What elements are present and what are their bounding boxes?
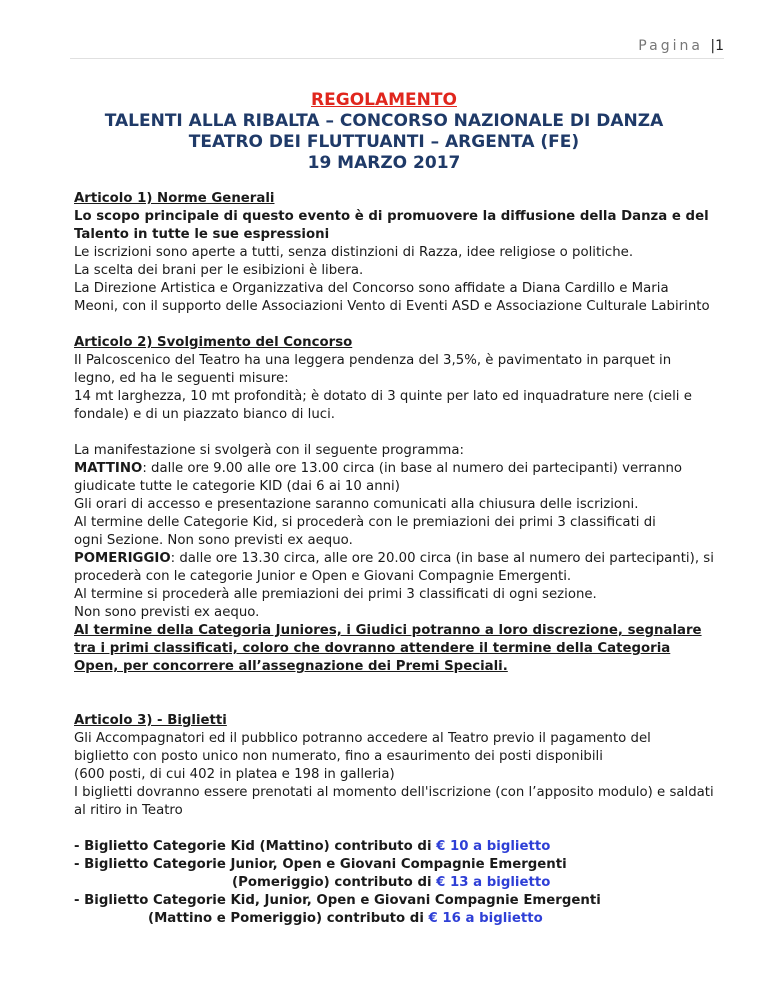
ticket-afternoon-text: - Biglietto Categorie Junior, Open e Giovani Compagnie Emergenti: [74, 857, 567, 872]
article-2-line: Al termine delle Categorie Kid, si procederà con le premiazioni dei primi 3 classificati di: [74, 515, 656, 530]
article-1-line: Talento in tutte le sue espressioni: [74, 227, 330, 242]
mattino-line: [74, 460, 734, 478]
article-3-line: I biglietti dovranno essere prenotati al momento dell'iscrizione (con l’apposito modulo) e saldati: [74, 785, 714, 800]
article-2-line: La manifestazione si svolgerà con il seguente programma:: [74, 443, 464, 458]
ticket-afternoon-text2: (Pomeriggio) contributo di: [232, 875, 437, 890]
pomeriggio-label: POMERIGGIO: [74, 551, 171, 566]
ticket-kid: [74, 838, 734, 856]
ticket-kid-price: € 10 a biglietto: [436, 839, 551, 854]
title-block: [0, 90, 768, 174]
event-title: TALENTI ALLA RIBALTA – CONCORSO NAZIONALE DI DANZA: [104, 111, 664, 131]
article-2-line: 14 mt larghezza, 10 mt profondità; è dotato di 3 quinte per lato ed inquadrature nere (cieli e: [74, 389, 692, 404]
page-header: [638, 38, 724, 54]
document-title: REGOLAMENTO: [311, 90, 457, 110]
article-1-line: Lo scopo principale di questo evento è di promuovere la diffusione della Danza e del: [74, 209, 709, 224]
special-prize-note: Open, per concorrere all’assegnazione dei Premi Speciali.: [74, 659, 508, 674]
ticket-full-day: [74, 910, 734, 928]
special-prize-note: Al termine della Categoria Juniores, i Giudici potranno a loro discrezione, segnalare: [74, 623, 702, 638]
article-1-line: La scelta dei brani per le esibizioni è libera.: [74, 263, 364, 278]
article-3-heading: Articolo 3) - Biglietti: [74, 713, 227, 728]
ticket-full-day-text2: (Mattino e Pomeriggio) contributo di: [148, 911, 429, 926]
article-1-line: Meoni, con il supporto delle Associazioni Vento di Eventi ASD e Associazione Culturale Labirinto: [74, 299, 710, 314]
ticket-kid-text: - Biglietto Categorie Kid (Mattino) contributo di: [74, 839, 437, 854]
article-1-heading: Articolo 1) Norme Generali: [74, 191, 275, 206]
mattino-label: MATTINO: [74, 461, 143, 476]
article-1-line: La Direzione Artistica e Organizzativa del Concorso sono affidate a Diana Cardillo e Maria: [74, 281, 669, 296]
article-2-line: Il Palcoscenico del Teatro ha una leggera pendenza del 3,5%, è pavimentato in parquet in: [74, 353, 672, 368]
article-2-line: procederà con le categorie Junior e Open e Giovani Compagnie Emergenti.: [74, 569, 572, 584]
article-3-line: Gli Accompagnatori ed il pubblico potranno accedere al Teatro previo il pagamento del: [74, 731, 651, 746]
ticket-full-day-text: - Biglietto Categorie Kid, Junior, Open e Giovani Compagnie Emergenti: [74, 893, 601, 908]
article-2-heading: Articolo 2) Svolgimento del Concorso: [74, 335, 353, 350]
page-number: |1: [710, 38, 724, 54]
event-date: 19 MARZO 2017: [307, 153, 461, 173]
special-prize-note: tra i primi classificati, coloro che dovranno attendere il termine della Categoria: [74, 641, 671, 656]
article-1-line: Le iscrizioni sono aperte a tutti, senza distinzioni di Razza, idee religiose o politiche.: [74, 245, 634, 260]
article-2-line: Non sono previsti ex aequo.: [74, 605, 260, 620]
article-2-line: ogni Sezione. Non sono previsti ex aequo.: [74, 533, 353, 548]
mattino-text: : dalle ore 9.00 alle ore 13.00 circa (in base al numero dei partecipanti) verranno: [142, 461, 683, 476]
article-2-line: giudicate tutte le categorie KID (dai 6 ai 10 anni): [74, 479, 400, 494]
page-label: Pagina: [638, 38, 703, 54]
pomeriggio-line: [74, 550, 734, 568]
ticket-afternoon-price: € 13 a biglietto: [436, 875, 551, 890]
document-body: [74, 190, 734, 928]
article-3-line: al ritiro in Teatro: [74, 803, 183, 818]
pomeriggio-text: : dalle ore 13.30 circa, alle ore 20.00 circa (in base al numero dei partecipanti), si: [170, 551, 714, 566]
article-2-line: Al termine si procederà alle premiazioni dei primi 3 classificati di ogni sezione.: [74, 587, 597, 602]
venue-title: TEATRO DEI FLUTTUANTI – ARGENTA (FE): [188, 132, 580, 152]
article-3-line: biglietto con posto unico non numerato, fino a esaurimento dei posti disponibili: [74, 749, 603, 764]
header-divider: [70, 58, 724, 59]
article-2-line: legno, ed ha le seguenti misure:: [74, 371, 289, 386]
ticket-full-day-price: € 16 a biglietto: [428, 911, 543, 926]
ticket-afternoon: [74, 874, 734, 892]
article-3-line: (600 posti, di cui 402 in platea e 198 in galleria): [74, 767, 395, 782]
article-2-line: fondale) e di un piazzato bianco di luci.: [74, 407, 336, 422]
article-2-line: Gli orari di accesso e presentazione saranno comunicati alla chiusura delle iscrizioni.: [74, 497, 639, 512]
